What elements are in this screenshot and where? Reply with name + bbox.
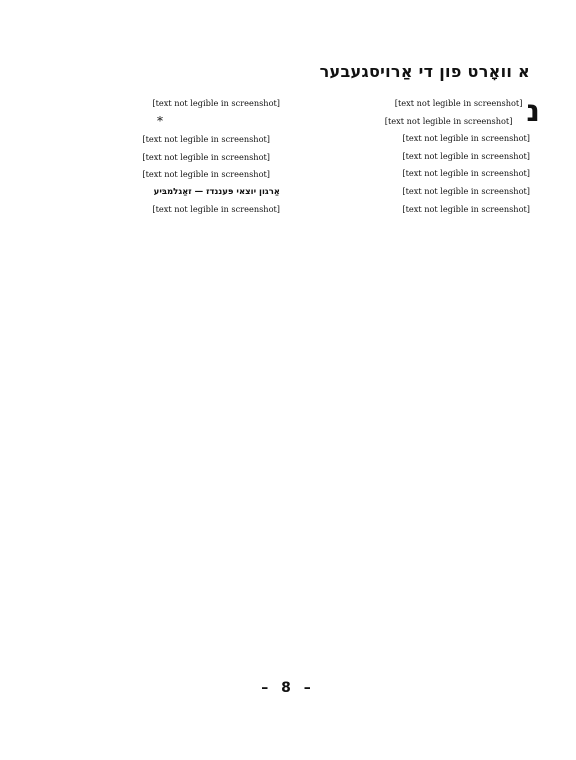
paragraph-text: [text not legible in screenshot] [394, 98, 523, 108]
paragraph: [text not legible in screenshot] [402, 133, 530, 144]
paragraph: [text not legible in screenshot] [402, 203, 530, 214]
section-separator: * [157, 113, 163, 128]
article-title: א וואָרט פון די אַרויסגעבער [319, 62, 530, 81]
right-column [300, 94, 540, 221]
left-column [40, 98, 280, 221]
paragraph: [text not legible in screenshot] [152, 98, 280, 108]
paragraph: [text not legible in screenshot] [402, 150, 530, 161]
paragraph: [text not legible in screenshot] [142, 151, 270, 162]
paragraph: [text not legible in screenshot] [402, 168, 530, 179]
signature-heading: אַרגון יוצאי פּעננדז — זאַגלמבּיע [153, 186, 280, 197]
page-number: – 8 – [261, 680, 315, 696]
paragraph: [text not legible in screenshot] [142, 134, 270, 145]
paragraph: [text not legible in screenshot] [384, 115, 513, 126]
paragraph: [text not legible in screenshot] [142, 169, 270, 180]
paragraph: [text not legible in screenshot] [402, 185, 530, 196]
drop-cap: נ [526, 94, 540, 129]
paragraph [300, 94, 540, 129]
closing-paragraph: [text not legible in screenshot] [152, 203, 280, 214]
